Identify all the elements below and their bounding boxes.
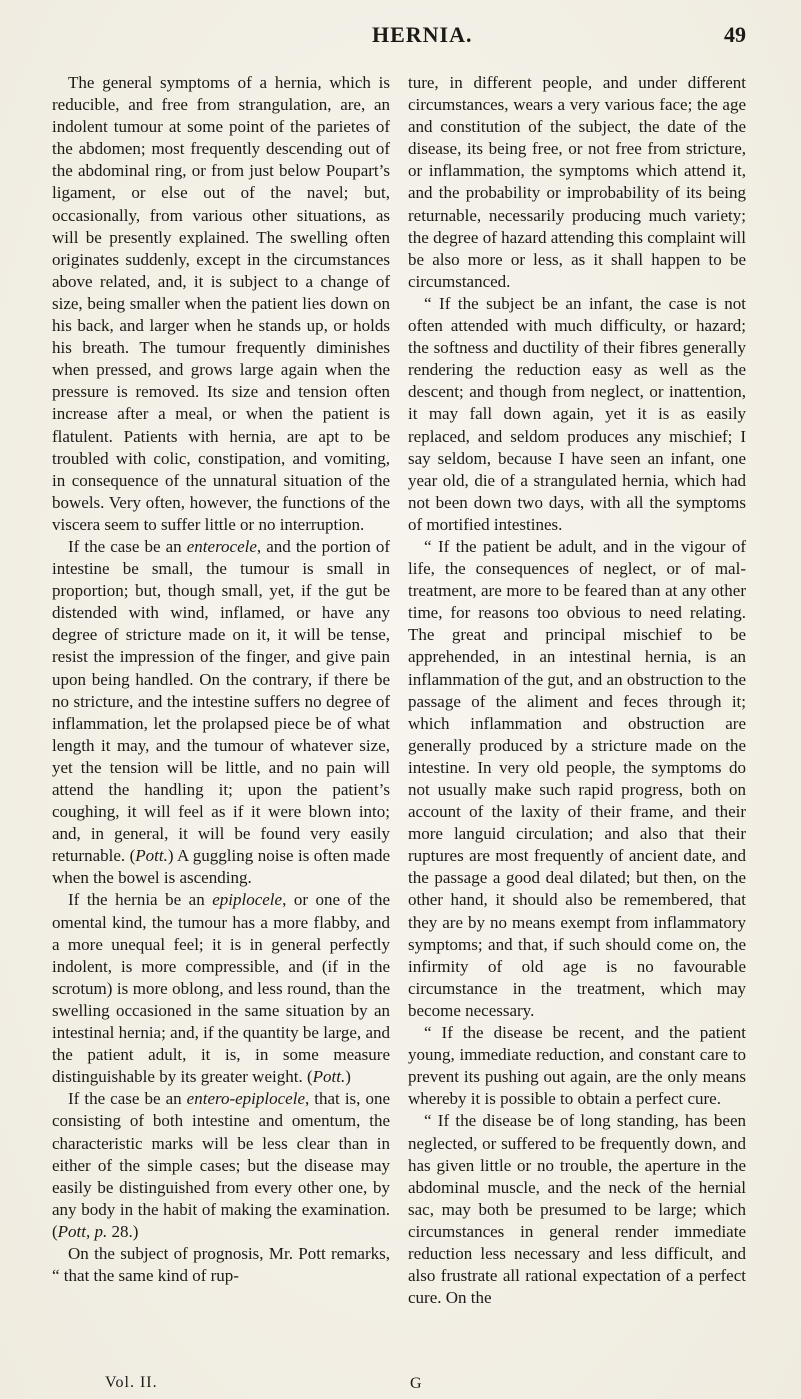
text-run: If the hernia be an bbox=[68, 890, 213, 910]
paragraph: The general symptoms of a hernia, which is reducible, and free from strangulation, are, an indolent tumour at some point of the parietes of the abdomen; most frequently descending out of the abdominal ring, or from just below Poupart’s ligament, or else out of the navel; but, occasionally, from various other situations, as will be presently explained. The swelling often originates suddenly, except in the circumstances above related, and, it is subject to a change of size, being smaller when the patient lies down on his back, and larger when he stands up, or holds his breath. The tumour frequently diminishes when pressed, and grows large again when the pressure is removed. Its size and tension often increase after a meal, or when the patient is flatulent. Patients with hernia, are apt to be troubled with colic, constipation, and vomiting, in consequence of the unnatural situation of the bowels. Very often, however, the functions of the viscera seem to suffer little or no interruption. bbox=[52, 73, 390, 534]
paragraph: “ If the patient be adult, and in the vigour of life, the consequences of neglect, or of mal-treatment, are more to be feared than at any other time, for reasons too obvious to need relating. The great and principal mischief to be apprehended, in an intestinal hernia, is an inflammation of the gut, and an obstruction to the passage of the aliment and feces through it; which inflammation and obstruction are generally produced by a stricture made on the intestine. In very old people, the symptoms do not usually make such rapid progress, both on account of the laxity of their frame, and their more languid circulation; and also that their ruptures are most frequently of ancient date, and the passage a good deal dilated; but then, on the other hand, it should also be remembered, that they are by no means exempt from inflammatory symptoms; and that, if such should come on, the infirmity of old age is no favourable circumstance in the treatment, which may become necessary. bbox=[408, 536, 746, 1020]
text-run: , that is, one consisting of both intestine and omentum, the characteristic marks will be less clear than in either of the simple cases; but the disease may easily be distinguished from every other one, by any body in the habit of making the examination. ( bbox=[52, 1089, 390, 1241]
right-column bbox=[408, 72, 746, 1309]
italic-term: entero-epiplocele bbox=[186, 1089, 305, 1109]
paragraph: On the subject of prognosis, Mr. Pott remarks, “ that the same kind of rup- bbox=[52, 1243, 390, 1286]
running-head bbox=[0, 20, 801, 50]
italic-term: epiplocele bbox=[212, 890, 283, 910]
paragraph bbox=[52, 536, 390, 890]
citation: Pott. bbox=[312, 1067, 346, 1087]
paragraph: “ If the disease be of long standing, has been neglected, or suffered to be frequently down, and has given little or no trouble, the aperture in the abdominal muscle, and the neck of the hernial sac, may both be presumed to be large; which circumstances in general render immediate reduction less necessary and less difficult, and also frustrate all rational expectation of a perfect cure. On the bbox=[408, 1111, 746, 1308]
text-run: If the case be an bbox=[68, 536, 187, 556]
text-run: ) A guggling noise is often made when the bowel is ascending. bbox=[52, 846, 390, 888]
paragraph: “ If the disease be recent, and the patient young, immediate reduction, and constant care to prevent its pushing out again, are the only means whereby it is possible to obtain a perfect cure. bbox=[408, 1023, 746, 1109]
volume-signature: Vol. II. bbox=[105, 1374, 158, 1391]
italic-term: enterocele bbox=[186, 536, 257, 556]
paragraph bbox=[52, 1088, 390, 1243]
text-run: 28.) bbox=[107, 1221, 139, 1241]
text-run: , or one of the omental kind, the tumour has a more flabby, and a more unequal feel; it is in general perfectly indolent, is more compressible, and (if in the scrotum) is more oblong, and less round, than the swelling occasioned in the same situation by an intestinal hernia; and, if the quantity be large, and the patient adult, it is, in some measure distinguishable by its greater weight. ( bbox=[52, 890, 390, 1087]
page-number: 49 bbox=[724, 22, 746, 47]
text-run: , and the portion of intestine be small, the tumour is small in proportion; but, though small, yet, if the gut be distended with wind, inflamed, or have any degree of stricture made on it, it will be tense, resist the impression of the finger, and give pain upon being handled. On the contrary, if there be no stricture, and the intestine suffers no degree of inflammation, let the prolapsed piece be of what length it may, and the tumour of whatever size, yet the tension will be little, and no pain will attend the handling it; upon the patient’s coughing, it will feel as if it were blown into; and, in general, it will be found very easily returnable. ( bbox=[52, 536, 390, 866]
paragraph bbox=[52, 889, 390, 1088]
page-title: HERNIA. bbox=[372, 22, 473, 47]
text-run: If the case be an bbox=[68, 1089, 187, 1109]
left-column bbox=[52, 72, 390, 1287]
paragraph: “ If the subject be an infant, the case is not often attended with much difficulty, or hazard; the softness and ductility of their fibres generally rendering the reduction easy as well as the descent; and though from neglect, or inattention, it may fall down again, yet it is as easily replaced, and seldom produces any mischief; I say seldom, because I have seen an infant, one year old, die of a strangulated hernia, which had not been down two days, with all the symptoms of mortified intestines. bbox=[408, 293, 746, 534]
text-run: ) bbox=[345, 1067, 351, 1087]
citation: Pott. bbox=[135, 846, 168, 866]
citation: Pott, p. bbox=[57, 1221, 108, 1241]
signature-mark: G bbox=[410, 1375, 422, 1392]
paragraph: ture, in different people, and under different circumstances, wears a very various face; the age and constitution of the subject, the date of the disease, its being free, or not free from stricture, or inflammation, the symptoms which attend it, and the probability or improbability of its being returnable, necessarily producing much variety; the degree of hazard attending this complaint will be also more or less, as it shall happen to be circumstanced. bbox=[408, 73, 746, 291]
